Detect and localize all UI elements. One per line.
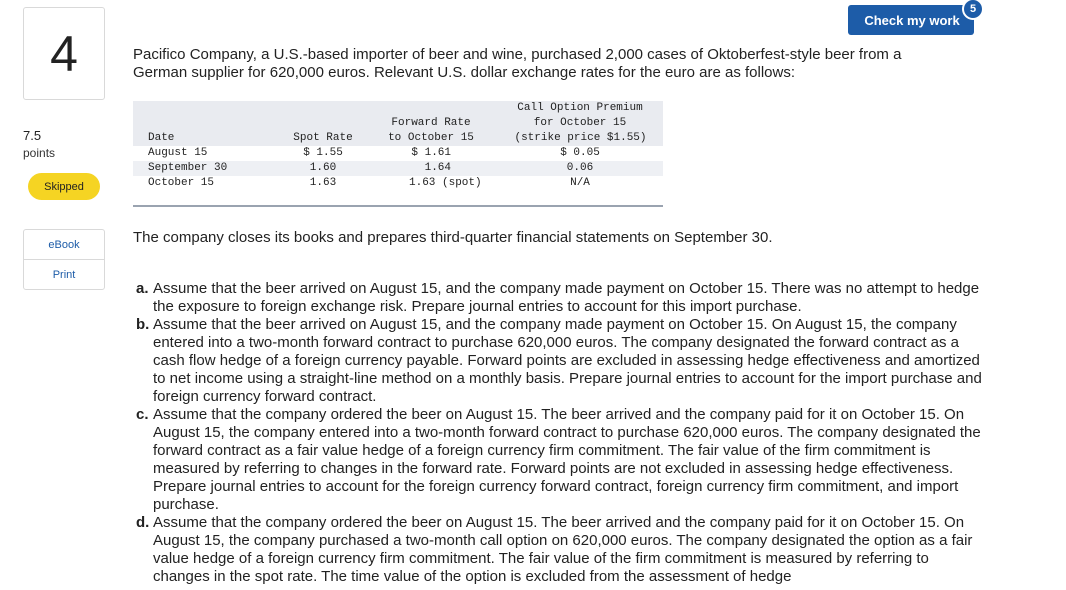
ebook-button[interactable]: eBook	[48, 238, 80, 251]
header-forward-line1: Forward Rate	[391, 117, 471, 129]
question-part-c	[136, 406, 986, 514]
header-option-line1: Call Option Premium	[517, 102, 643, 114]
print-button[interactable]: Print	[24, 259, 104, 289]
header-date: Date	[148, 132, 175, 144]
resource-buttons	[23, 229, 105, 290]
skipped-status-badge: Skipped	[28, 173, 100, 200]
part-text: Assume that the beer arrived on August 15, and the company made payment on October 15. On August 15, the company entered into a two-month forward contract to purchase 620,000 euros. The company designated the forward contract as a cash flow hedge of a foreign currency payable. Forward points are excluded in assessing hedge effectiveness and amortized to net income using a straight-line method on a monthly basis. Prepare journal entries to account for the import purchase and foreign currency forward contract.	[153, 316, 982, 405]
table-cell-option: N/A	[570, 177, 590, 189]
part-label: c.	[136, 406, 149, 423]
table-cell-date: September 30	[148, 162, 228, 174]
header-option-line3: (strike price $1.55)	[514, 132, 647, 144]
header-forward-line2: to October 15	[388, 132, 474, 144]
header-spot: Spot Rate	[293, 132, 353, 144]
part-label: a.	[136, 280, 149, 297]
question-number: 4	[50, 25, 78, 82]
table-cell-forward: 1.63 (spot)	[409, 177, 482, 189]
table-cell-option: 0.06	[566, 162, 594, 174]
table-cell-option: $ 0.05	[560, 147, 600, 159]
exchange-rate-table	[133, 101, 663, 207]
table-cell-spot: $ 1.55	[303, 147, 343, 159]
question-part-d	[136, 514, 986, 586]
books-close-text: The company closes its books and prepares third-quarter financial statements on September 30.	[133, 229, 773, 246]
part-label: b.	[136, 316, 150, 333]
question-number-box	[23, 7, 105, 100]
table-cell-spot: 1.63	[309, 177, 337, 189]
part-text: Assume that the company ordered the beer on August 15. The beer arrived and the company paid for it on October 15. On August 15, the company entered into a two-month forward contract to purchase 620,000 euros. The company designated the forward contract as a fair value hedge of a foreign currency firm commitment. The fair value of the firm commitment is measured by referring to changes in the forward rate. Forward points are not excluded in assessing hedge effectiveness. Prepare journal entries to account for the foreign currency forward contract, foreign currency firm commitment, and import purchase.	[153, 406, 981, 513]
check-attempts-badge: 5	[962, 0, 984, 20]
check-my-work-button[interactable]: Check my work	[848, 5, 974, 35]
table-cell-forward: $ 1.61	[411, 147, 451, 159]
question-part-a	[136, 280, 986, 316]
points-value: 7.5	[23, 128, 42, 143]
part-text: Assume that the beer arrived on August 15, and the company made payment on October 15. There was no attempt to hedge the exposure to foreign exchange risk. Prepare journal entries to account for this import purchase.	[153, 280, 980, 315]
table-cell-date: October 15	[148, 177, 215, 189]
table-cell-forward: 1.64	[424, 162, 451, 174]
question-intro-text: Pacifico Company, a U.S.-based importer of beer and wine, purchased 2,000 cases of Oktoberfest-style beer from a German supplier for 620,000 euros. Relevant U.S. dollar exchange rates for the euro are as follows:	[133, 46, 902, 81]
question-part-b	[136, 316, 986, 406]
points-label: points	[23, 146, 56, 160]
table-cell-date: August 15	[148, 147, 208, 159]
part-label: d.	[136, 514, 150, 531]
part-text: Assume that the company ordered the beer on August 15. The beer arrived and the company paid for it on October 15. On August 15, the company purchased a two-month call option on 620,000 euros. The company designated the option as a fair value hedge of a foreign currency firm commitment. The fair value of the firm commitment is measured by referring to changes in the spot rate. The time value of the option is excluded from the assessment of hedge	[153, 514, 973, 585]
header-option-line2: for October 15	[533, 117, 627, 129]
table-cell-spot: 1.60	[309, 162, 337, 174]
question-parts	[136, 280, 986, 586]
